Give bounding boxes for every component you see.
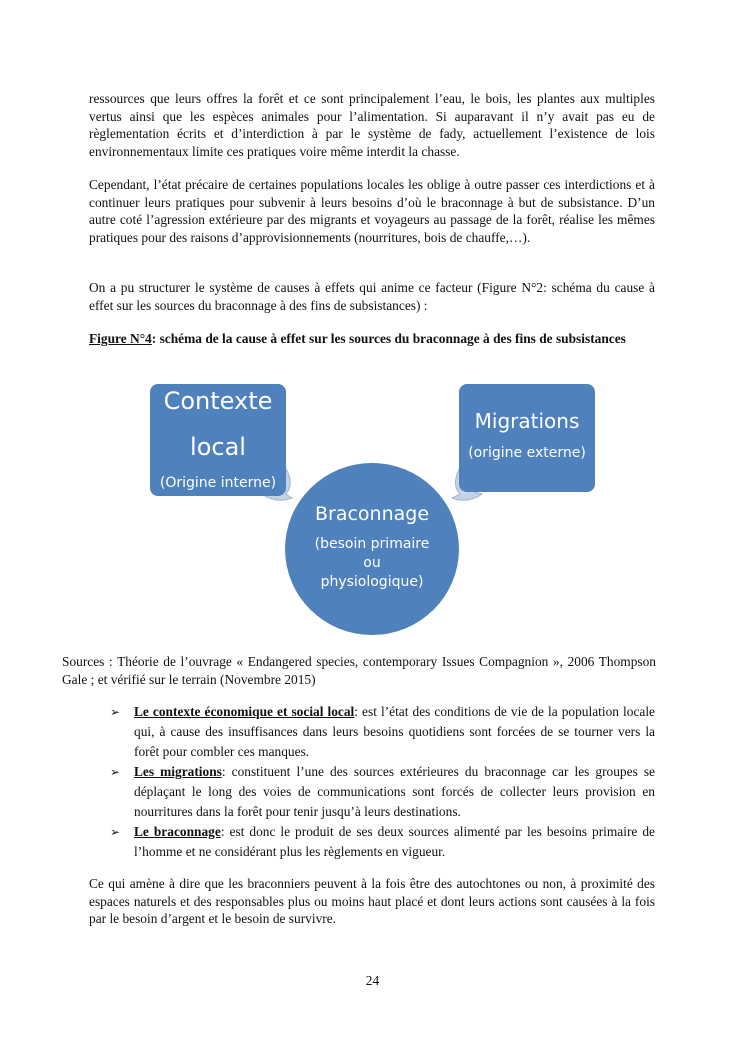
local-context-title-line2: local [190,433,246,461]
arrow-bullet-icon: ➢ [110,705,121,719]
migrations-box [459,384,595,492]
local-context-title-line1: Contexte [163,387,273,415]
page-number: 24 [365,973,380,988]
poaching-subtitle-line1: (besoin primaire [314,536,430,552]
bullet-text: : est donc le produit de ses deux sources alimenté par les besoins primaire de l’homme et ne considérant plus les règlements en vigueur. [134,824,655,859]
bullet-text: : constituent l’une des sources extérieures du braconnage car les groupes se déplaçant le long des voies de communications sont forcés de collecter leurs provision en nourritures dans la forêt pour tenir jusqu’à leurs destinations. [134,764,655,819]
paragraph-intro: ressources que leurs offres la forêt et ce sont principalement l’eau, le bois, les plantes aux multiples vertus ainsi que les espèces animales pour l’alimentation. Si auparavant il n’y avait pas eu de règlementation écrits et d’interdiction à par le système de fady, actuellement l’existence de lois environnementaux limite ces pratiques voire même interdit la chasse. [89,91,655,159]
bullet-item [108,702,655,762]
poaching-title: Braconnage [314,503,430,525]
migrations-title: Migrations [474,409,580,433]
bullet-list [108,702,655,862]
local-context-subtitle: (Origine interne) [159,475,277,491]
poaching-circle [285,463,459,635]
poaching-subtitle-line2: ou [363,555,381,571]
paragraph-conclusion: Ce qui amène à dire que les braconniers peuvent à la fois être des autochtones ou non, à proximité des espaces naturels et des responsables plus ou moins haut placé et dont leurs actions sont causées à la fois par le besoin d’argent et le besoin de survivre. [89,876,655,927]
bullet-term: Le contexte économique et social local [134,704,355,719]
migrations-subtitle: (origine externe) [468,445,586,461]
sources-note: Sources : Théorie de l’ouvrage « Endangered species, contemporary Issues Compagnion », 2006 Thompson Gale ; et vérifié sur le terrain (Novembre 2015) [62,654,656,687]
poaching-subtitle-line3: physiologique) [320,574,424,590]
bullet-term: Le braconnage [134,824,221,839]
paragraph-structure: On a pu structurer le système de causes à effets qui anime ce facteur (Figure N°2: schéma du cause à effet sur les sources du braconnage à des fins de subsistances) : [89,280,655,313]
arrow-bullet-icon: ➢ [110,765,121,779]
bullet-item [108,762,655,822]
figure-label: Figure N°4 [89,331,152,346]
figure-caption-text: : schéma de la cause à effet sur les sources du braconnage à des fins de subsistances [151,331,626,346]
bullet-item [108,822,655,862]
bullet-text: : est l’état des conditions de vie de la population locale qui, à cause des insuffisances dans leurs besoins quotidiens sont forcées de se tourner vers la forêt pour combler ces manques. [134,704,655,759]
local-context-box [150,384,286,496]
bullet-term: Les migrations [134,764,222,779]
paragraph-cependant: Cependant, l’état précaire de certaines populations locales les oblige à outre passer ces interdictions et à continuer leurs pratiques pour subvenir à leurs besoins d’où le braconnage à but de subsistance. D’un autre coté l’agression extérieure par des migrants et voyageurs au passage de la forêt, réalise les mêmes pratiques pour des raisons d’approvisionnements (nourritures, bois de chauffe,…). [89,177,655,245]
arrow-bullet-icon: ➢ [110,825,121,839]
